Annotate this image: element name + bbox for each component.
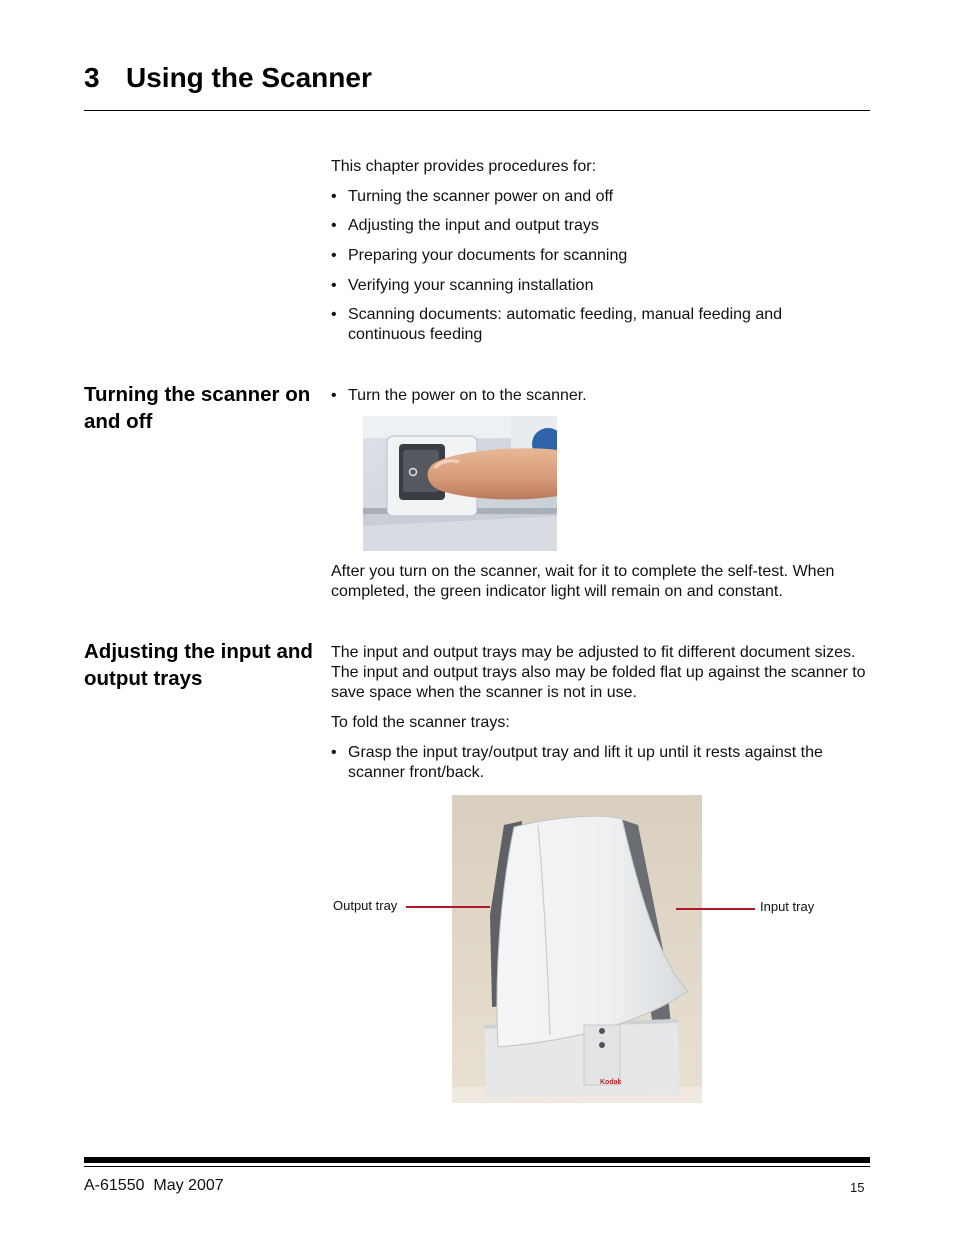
intro-bullet-5: • Scanning documents: automatic feeding, manual feeding and continuous feeding (331, 306, 783, 343)
kodak-logo: Kodak (600, 1079, 622, 1086)
intro-bullet-1: • Turning the scanner power on and off (331, 188, 614, 205)
header-rule (84, 110, 870, 111)
footer-doc-id: A-61550 May 2007 (84, 1177, 224, 1194)
trays-paragraph-2: To fold the scanner trays: (331, 714, 510, 731)
callout-line-output-tray (406, 906, 490, 908)
page-number: 15 (850, 1180, 865, 1195)
intro-bullet-2: • Adjusting the input and output trays (331, 217, 599, 234)
footer-rule-thick (84, 1157, 870, 1163)
callout-line-input-tray (676, 908, 755, 910)
intro-bullet-4: • Verifying your scanning installation (331, 277, 594, 294)
power-switch-photo (363, 416, 557, 551)
footer-rule-thin (84, 1166, 870, 1167)
trays-bullet: • Grasp the input tray/output tray and lift it up until it rests against the scanner front/back. (331, 744, 823, 781)
chapter-title-text: Using the Scanner (126, 62, 372, 93)
trays-paragraph-1: The input and output trays may be adjusted to fit different document sizes. The input and output trays also may be folded flat up against the scanner to save space when the scanner is not in use. (331, 644, 866, 701)
callout-label-input-tray: Input tray (760, 899, 815, 914)
callout-label-output-tray: Output tray (333, 898, 398, 913)
section-heading-power: Turning the scanner on and off (84, 383, 311, 433)
intro-lead: This chapter provides procedures for: (331, 158, 597, 175)
chapter-number: 3 (84, 62, 100, 93)
intro-bullet-3: • Preparing your documents for scanning (331, 247, 628, 264)
chapter-title (84, 62, 372, 94)
power-after-text: After you turn on the scanner, wait for it to complete the self-test. When completed, the green indicator light will remain on and constant. (331, 563, 835, 600)
scanner-trays-photo (452, 795, 702, 1103)
power-bullet: • Turn the power on to the scanner. (331, 387, 587, 404)
section-heading-trays: Adjusting the input and output trays (84, 640, 313, 690)
